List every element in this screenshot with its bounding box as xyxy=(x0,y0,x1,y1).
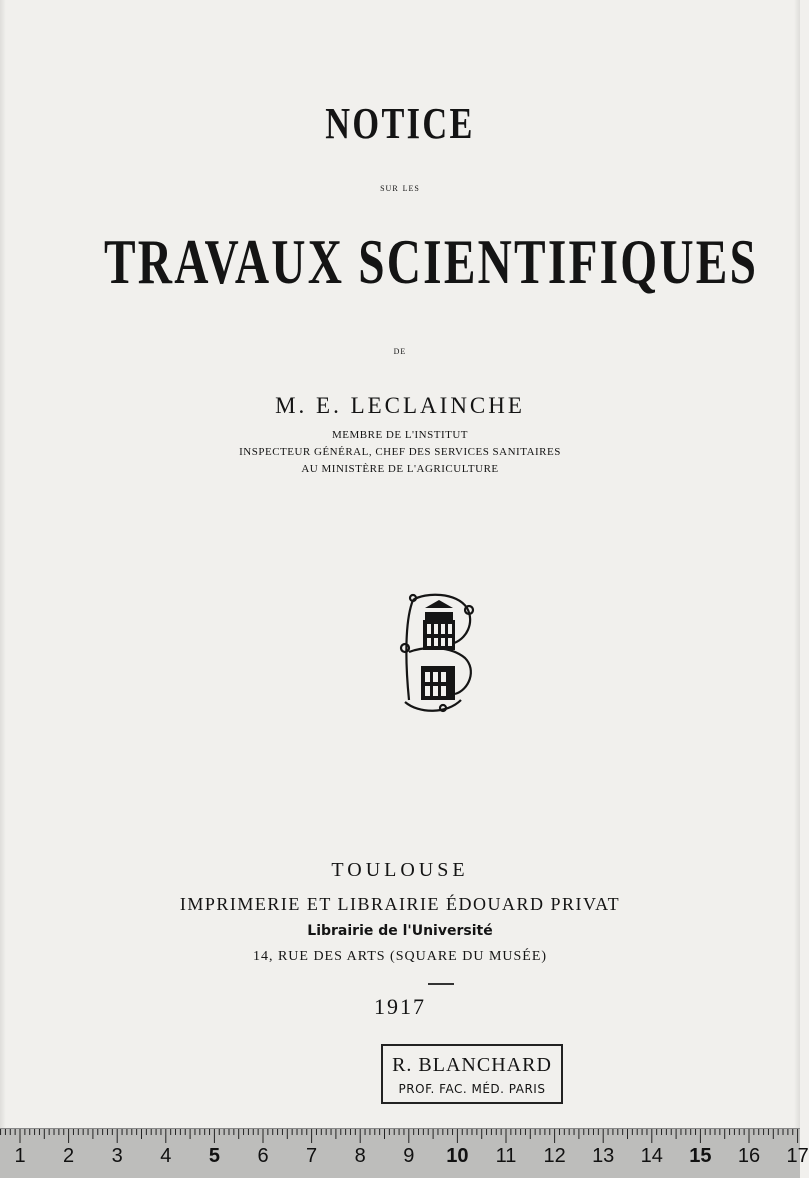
ruler-number: 3 xyxy=(111,1145,123,1167)
ruler-number: 5 xyxy=(208,1145,220,1167)
title-sur-les: sur les xyxy=(380,180,420,194)
imprint-year: 1917 xyxy=(374,994,426,1019)
ruler-number: 7 xyxy=(306,1145,318,1167)
ruler-number: 11 xyxy=(495,1145,517,1167)
ruler-number: 8 xyxy=(354,1145,366,1167)
ruler-number: 10 xyxy=(446,1145,469,1167)
page-edge-left xyxy=(0,0,6,1137)
imprint-address: 14, RUE DES ARTS (SQUARE DU MUSÉE) xyxy=(252,949,548,964)
measuring-ruler xyxy=(0,1128,809,1178)
stamp-name: R. BLANCHARD xyxy=(392,1054,552,1076)
ruler-number: 4 xyxy=(160,1145,172,1167)
ruler-number: 2 xyxy=(63,1145,75,1167)
ruler-number: 1 xyxy=(14,1145,26,1167)
ruler-number: 13 xyxy=(592,1145,615,1167)
ruler-number: 6 xyxy=(257,1145,269,1167)
year-divider xyxy=(428,983,454,985)
author-line-inspector: INSPECTEUR GÉNÉRAL, CHEF DES SERVICES SANITAIRES xyxy=(239,446,561,458)
author-line-ministry: AU MINISTÈRE DE L'AGRICULTURE xyxy=(301,463,499,475)
author-name: M. E. LECLAINCHE xyxy=(275,393,525,418)
page-edge-right xyxy=(794,0,800,1137)
page-title: TRAVAUX SCIENTIFIQUES xyxy=(104,226,759,297)
ruler-number: 14 xyxy=(640,1145,663,1167)
ruler-number: 12 xyxy=(543,1145,566,1167)
title-notice: NOTICE xyxy=(325,99,475,148)
stamp-title: PROF. FAC. MÉD. PARIS xyxy=(398,1082,546,1096)
ruler-number: 16 xyxy=(737,1145,761,1167)
imprint-librairie: Librairie de l'Université xyxy=(307,923,493,939)
author-line-member: MEMBRE DE L'INSTITUT xyxy=(331,429,469,441)
ownership-stamp xyxy=(381,1044,563,1104)
imprint-printer: IMPRIMERIE ET LIBRAIRIE ÉDOUARD PRIVAT xyxy=(179,894,621,914)
ruler-number: 9 xyxy=(403,1145,415,1167)
title-de: de xyxy=(393,343,407,357)
imprint-city: TOULOUSE xyxy=(331,859,469,881)
printer-mark-ornament-icon xyxy=(395,590,485,720)
ruler-number: 15 xyxy=(689,1145,712,1167)
ruler-number: 17 xyxy=(786,1145,809,1167)
